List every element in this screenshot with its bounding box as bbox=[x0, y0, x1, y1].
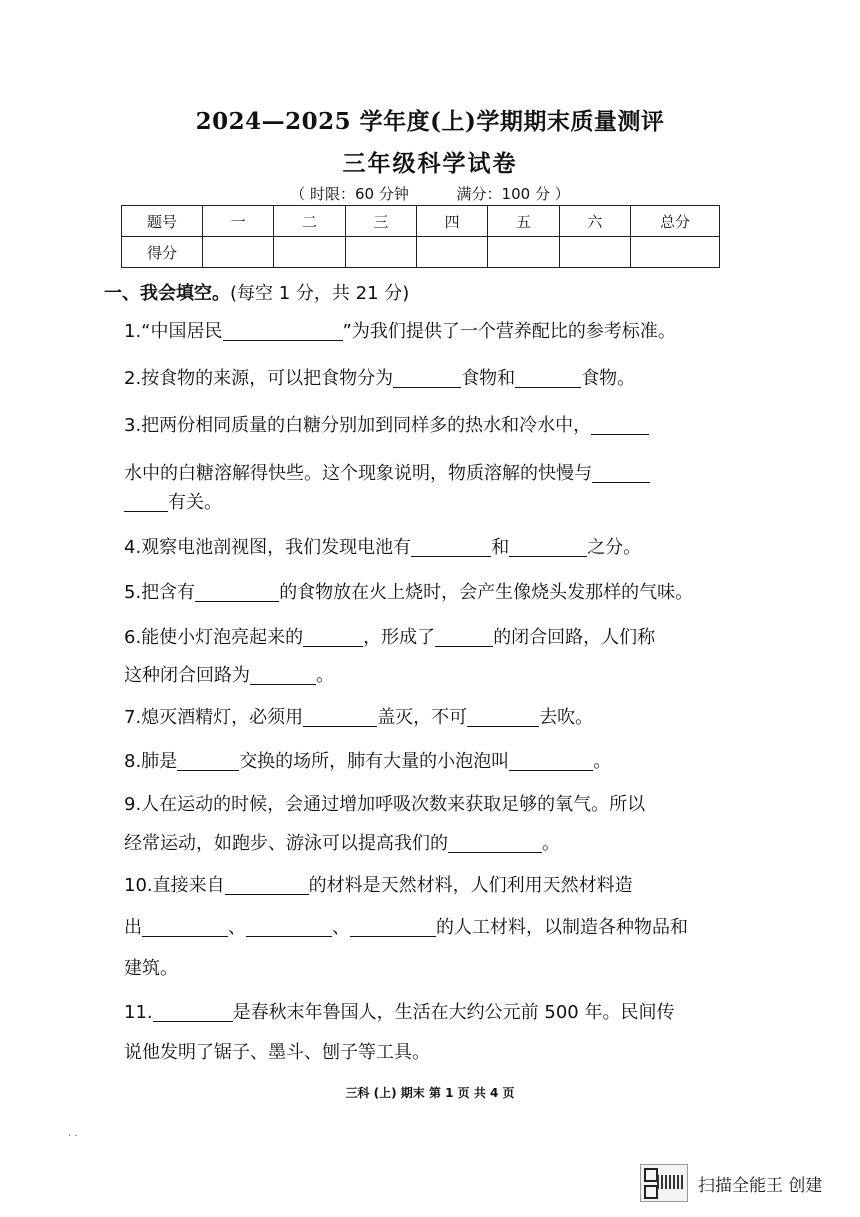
exam-meta: （ 时限：60 分钟 满分：100 分 ） bbox=[290, 185, 570, 203]
table-cell: 二 bbox=[274, 206, 345, 237]
question-text: 交换的场所，肺有大量的小泡泡叫 bbox=[239, 751, 510, 772]
page-footer: 三科 (上) 期末 第 1 页 共 4 页 bbox=[345, 1086, 515, 1100]
answer-blank[interactable] bbox=[246, 918, 332, 937]
question-text: 2.按食物的来源，可以把食物分为 bbox=[124, 368, 394, 389]
question-1 bbox=[124, 322, 676, 341]
table-cell: 六 bbox=[559, 206, 630, 237]
question-4 bbox=[124, 538, 641, 557]
question-text: 11. bbox=[124, 1002, 153, 1023]
question-text: 食物和 bbox=[461, 368, 516, 389]
question-text: 9.人在运动的时候，会通过增加呼吸次数来获取足够的氧气。所以 bbox=[124, 794, 646, 815]
question-10-line-3 bbox=[124, 960, 178, 978]
question-11-line-2 bbox=[124, 1044, 430, 1062]
question-text: ”为我们提供了一个营养配比的参考标准。 bbox=[342, 321, 676, 342]
question-9-line-2 bbox=[124, 834, 560, 853]
question-11 bbox=[124, 1003, 674, 1022]
answer-blank[interactable] bbox=[592, 464, 650, 483]
answer-blank[interactable] bbox=[393, 369, 461, 388]
table-cell: 一 bbox=[203, 206, 274, 237]
question-text: 和 bbox=[491, 537, 510, 558]
answer-blank[interactable] bbox=[448, 834, 542, 853]
section-title: 一、我会填空。 bbox=[104, 283, 230, 304]
question-9 bbox=[124, 796, 645, 814]
table-cell: 四 bbox=[416, 206, 487, 237]
question-text: ，形成了 bbox=[363, 627, 436, 648]
question-text: 6.能使小灯泡亮起来的 bbox=[124, 627, 304, 648]
answer-blank[interactable] bbox=[195, 583, 279, 602]
score-cell[interactable] bbox=[345, 237, 416, 268]
answer-blank[interactable] bbox=[225, 876, 309, 895]
question-text: 。 bbox=[316, 665, 334, 686]
table-cell: 三 bbox=[345, 206, 416, 237]
question-text: 。 bbox=[542, 833, 560, 854]
question-text: 的闭合回路，人们称 bbox=[493, 627, 656, 648]
question-text: 食物。 bbox=[581, 368, 636, 389]
answer-blank[interactable] bbox=[250, 666, 316, 685]
score-cell[interactable] bbox=[416, 237, 487, 268]
question-text: 的食物放在火上烧时，会产生像烧头发那样的气味。 bbox=[279, 582, 694, 603]
question-3-line-3 bbox=[124, 493, 222, 512]
score-table-header-row bbox=[122, 206, 720, 237]
question-text: 经常运动，如跑步、游泳可以提高我们的 bbox=[124, 833, 448, 854]
question-2 bbox=[124, 369, 635, 388]
answer-blank[interactable] bbox=[223, 322, 343, 341]
question-text: 这种闭合回路为 bbox=[124, 665, 250, 686]
question-text: 是春秋末年鲁国人，生活在大约公元前 500 年。民间传 bbox=[232, 1002, 675, 1023]
score-cell[interactable] bbox=[559, 237, 630, 268]
question-8 bbox=[124, 752, 611, 771]
question-text: 7.熄灭酒精灯，必须用 bbox=[124, 707, 304, 728]
question-10-line-2 bbox=[124, 918, 688, 937]
scanner-watermark bbox=[640, 1164, 822, 1202]
answer-blank[interactable] bbox=[350, 918, 436, 937]
question-text: 去吹。 bbox=[539, 707, 594, 728]
answer-blank[interactable] bbox=[515, 369, 581, 388]
section-points: (每空 1 分，共 21 分) bbox=[230, 283, 410, 304]
answer-blank[interactable] bbox=[303, 708, 377, 727]
table-cell: 得分 bbox=[122, 237, 203, 268]
question-text: 、 bbox=[228, 917, 246, 938]
table-cell: 五 bbox=[488, 206, 559, 237]
section-heading bbox=[104, 279, 409, 305]
question-text: 水中的白糖溶解得快些。这个现象说明，物质溶解的快慢与 bbox=[124, 463, 592, 484]
question-5 bbox=[124, 583, 693, 602]
answer-blank[interactable] bbox=[142, 918, 228, 937]
answer-blank[interactable] bbox=[124, 493, 168, 512]
table-cell: 题号 bbox=[122, 206, 203, 237]
question-7 bbox=[124, 708, 593, 727]
question-text: 之分。 bbox=[587, 537, 642, 558]
question-text: 、 bbox=[332, 917, 350, 938]
score-cell[interactable] bbox=[203, 237, 274, 268]
scan-dots: . . bbox=[68, 1128, 78, 1139]
question-text: 5.把含有 bbox=[124, 582, 196, 603]
score-cell[interactable] bbox=[631, 237, 720, 268]
exam-title: 2024—2025 学年度(上)学期期末质量测评 bbox=[195, 108, 665, 135]
score-table-score-row bbox=[122, 237, 720, 268]
question-3-line-2 bbox=[124, 464, 650, 483]
question-text: 有关。 bbox=[168, 492, 222, 513]
question-6 bbox=[124, 628, 655, 647]
question-text: 4.观察电池剖视图，我们发现电池有 bbox=[124, 537, 412, 558]
question-10 bbox=[124, 876, 633, 895]
score-cell[interactable] bbox=[488, 237, 559, 268]
answer-blank[interactable] bbox=[303, 628, 363, 647]
question-text: 盖灭，不可 bbox=[377, 707, 468, 728]
question-text: 的人工材料，以制造各种物品和 bbox=[436, 917, 688, 938]
question-text: 8.肺是 bbox=[124, 751, 178, 772]
exam-subtitle: 三年级科学试卷 bbox=[342, 150, 518, 177]
question-3 bbox=[124, 416, 649, 435]
answer-blank[interactable] bbox=[467, 708, 539, 727]
answer-blank[interactable] bbox=[435, 628, 493, 647]
answer-blank[interactable] bbox=[153, 1003, 233, 1022]
question-text: 。 bbox=[593, 751, 612, 772]
answer-blank[interactable] bbox=[591, 416, 649, 435]
score-cell[interactable] bbox=[274, 237, 345, 268]
answer-blank[interactable] bbox=[509, 538, 587, 557]
question-text: 说他发明了锯子、墨斗、刨子等工具。 bbox=[124, 1042, 430, 1063]
watermark-text: 扫描全能王 创建 bbox=[698, 1175, 823, 1196]
question-text: 的材料是天然材料，人们利用天然材料造 bbox=[308, 875, 633, 896]
question-text: 3.把两份相同质量的白糖分别加到同样多的热水和冷水中， bbox=[124, 415, 592, 436]
answer-blank[interactable] bbox=[411, 538, 491, 557]
question-6-line-2 bbox=[124, 666, 334, 685]
question-text: 出 bbox=[124, 917, 142, 938]
answer-blank[interactable] bbox=[509, 752, 593, 771]
answer-blank[interactable] bbox=[177, 752, 239, 771]
question-text: 建筑。 bbox=[124, 958, 178, 979]
question-text: 10.直接来自 bbox=[124, 875, 225, 896]
table-cell: 总分 bbox=[631, 206, 720, 237]
qr-code-icon bbox=[640, 1164, 688, 1202]
score-table bbox=[121, 205, 720, 268]
question-text: 1.“中国居民 bbox=[124, 321, 223, 342]
